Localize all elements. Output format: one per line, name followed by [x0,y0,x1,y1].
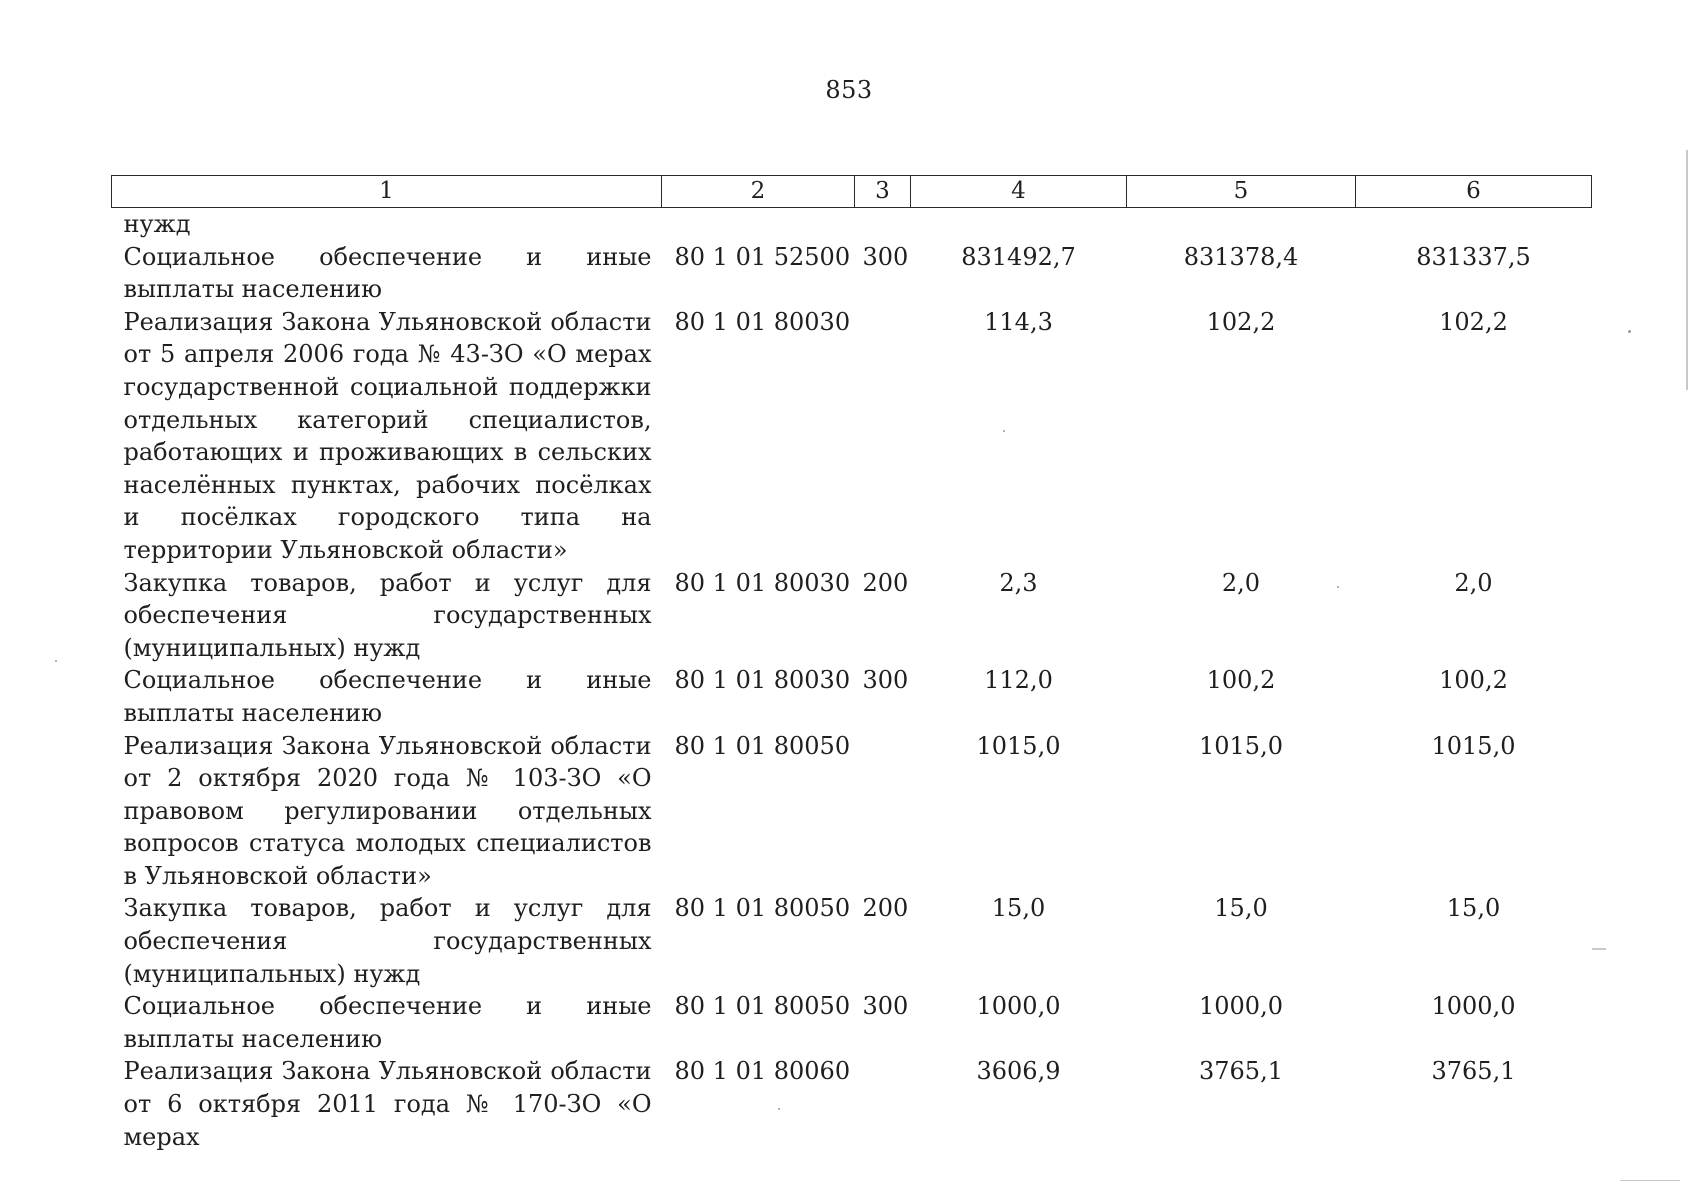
scan-speck [55,660,57,662]
column-header-5: 5 [1127,176,1356,208]
expense-type: 200 [862,894,909,923]
table-row [112,892,1592,990]
expense-type [855,730,911,893]
item-name: нужд [123,210,191,238]
table-row [112,664,1592,729]
value-col-4: 831492,7 [961,242,1076,271]
table-row [112,306,1592,567]
page-number: 853 [825,76,873,104]
value-col-5: 1015,0 [1199,731,1283,760]
expense-type: 300 [862,992,909,1021]
table-row [112,567,1592,665]
item-name: Закупка товаров, работ и услуг для обеспечения государственных (муниципальных) нужд [123,568,652,662]
item-code: 80 1 01 80030 [674,307,851,336]
expense-type [855,1055,911,1153]
table-row [112,208,1592,241]
expense-type: 200 [862,568,909,597]
value-col-4: 2,3 [999,568,1038,597]
scan-speck [1337,586,1339,588]
value-col-6: 1000,0 [1431,992,1516,1021]
scan-edge-mark [1620,1180,1680,1181]
item-name: Закупка товаров, работ и услуг для обеспечения государственных (муниципальных) нужд [123,894,652,988]
column-header-2: 2 [662,176,855,208]
column-header-1: 1 [112,176,662,208]
value-col-5 [1127,208,1356,241]
header-row [112,176,1592,208]
item-name: Социальное обеспечение и иные выплаты населению [123,992,652,1053]
item-code: 80 1 01 80050 [674,731,851,760]
value-col-6: 831337,5 [1416,242,1531,271]
value-col-5: 1000,0 [1199,992,1283,1021]
scan-speck [1628,330,1631,333]
scan-edge-mark [1592,948,1606,950]
item-code [662,208,855,241]
item-name: Реализация Закона Ульяновской области от 6 октября 2011 года № 170-ЗО «О мерах [123,1057,652,1151]
item-code: 80 1 01 80050 [674,894,851,923]
table-row [112,241,1592,306]
value-col-5: 3765,1 [1199,1057,1283,1086]
table-row [112,730,1592,893]
item-name: Социальное обеспечение и иные выплаты населению [123,242,652,304]
value-col-6: 2,0 [1454,568,1493,597]
table-row [112,990,1592,1055]
value-col-4: 3606,9 [976,1057,1061,1086]
item-name: Социальное обеспечение и иные выплаты населению [123,666,652,727]
item-code: 80 1 01 80050 [674,992,851,1021]
scan-speck [1003,430,1005,432]
value-col-6: 15,0 [1446,894,1501,923]
column-header-6: 6 [1356,176,1592,208]
value-col-5: 15,0 [1214,894,1268,923]
value-col-4: 112,0 [984,666,1053,695]
item-name: Реализация Закона Ульяновской области от 2 октября 2020 года № 103-ЗО «О правовом регулировании отдельных вопросов статуса молодых специалистов в Ульяновской области» [123,731,652,890]
item-name: Реализация Закона Ульяновской области от 5 апреля 2006 года № 43-ЗО «О мерах государственной социальной поддержки отдельных категорий специалистов, работающих и проживающих в сельских населённых пунктах, рабочих посёлках и посёлках городского типа на территории Ульяновской области» [123,307,652,564]
expense-type: 300 [862,666,909,695]
value-col-6 [1356,208,1592,241]
value-col-4: 1015,0 [976,731,1061,760]
value-col-6: 3765,1 [1431,1057,1516,1086]
value-col-4: 114,3 [984,307,1053,336]
scan-edge-mark [1686,150,1688,390]
item-code: 80 1 01 80060 [674,1057,851,1086]
column-header-3: 3 [855,176,911,208]
item-code: 80 1 01 80030 [674,568,851,597]
expense-type [855,306,911,567]
budget-table [111,175,1592,1153]
column-header-4: 4 [911,176,1127,208]
value-col-5: 2,0 [1221,568,1261,597]
value-col-4: 15,0 [991,894,1046,923]
value-col-6: 100,2 [1439,666,1508,695]
table-row [112,1055,1592,1153]
value-col-4: 1000,0 [976,992,1061,1021]
expense-type [855,208,911,241]
value-col-6: 102,2 [1439,307,1508,336]
value-col-4 [911,208,1127,241]
scan-speck [778,1108,780,1110]
value-col-5: 100,2 [1206,666,1276,695]
item-code: 80 1 01 52500 [674,242,851,271]
value-col-6: 1015,0 [1431,731,1516,760]
value-col-5: 102,2 [1206,307,1276,336]
item-code: 80 1 01 80030 [674,666,851,695]
value-col-5: 831378,4 [1183,242,1299,271]
expense-type: 300 [862,242,909,271]
